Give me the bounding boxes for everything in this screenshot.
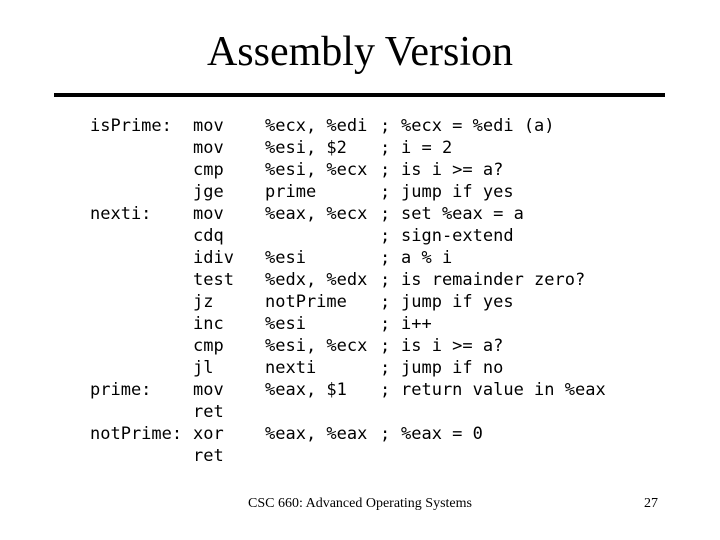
code-operands: %esi, $2 — [265, 138, 347, 158]
code-operands: %edx, %edx — [265, 270, 368, 290]
comment-separator: ; — [380, 314, 391, 334]
footer-course-title: CSC 660: Advanced Operating Systems — [248, 496, 472, 511]
comment-separator: ; — [380, 424, 391, 444]
comment-separator: ; — [380, 204, 391, 224]
code-comment: is remainder zero? — [401, 270, 586, 290]
code-opcode: jl — [193, 358, 214, 378]
comment-separator: ; — [380, 336, 391, 356]
comment-separator: ; — [380, 182, 391, 202]
code-opcode: idiv — [193, 248, 234, 268]
code-opcode: mov — [193, 138, 224, 158]
code-opcode: mov — [193, 204, 224, 224]
slide-title: Assembly Version — [206, 29, 514, 75]
code-operands: notPrime — [265, 292, 347, 312]
code-opcode: test — [193, 270, 234, 290]
code-operands: %esi, %ecx — [265, 336, 368, 356]
code-comment: %eax = 0 — [401, 424, 483, 444]
code-comment: %ecx = %edi (a) — [401, 116, 555, 136]
code-label: prime: — [90, 380, 152, 400]
code-operands: nexti — [265, 358, 317, 378]
code-comment: jump if no — [401, 358, 504, 378]
code-comment: is i >= a? — [401, 336, 504, 356]
code-comment: jump if yes — [401, 292, 514, 312]
page-number: 27 — [644, 496, 658, 511]
code-operands: %eax, %ecx — [265, 204, 368, 224]
code-comment: i = 2 — [401, 138, 453, 158]
code-operands: %esi — [265, 314, 306, 334]
comment-separator: ; — [380, 248, 391, 268]
code-comment: jump if yes — [401, 182, 514, 202]
comment-separator: ; — [380, 226, 391, 246]
code-opcode: jz — [193, 292, 214, 312]
comment-separator: ; — [380, 358, 391, 378]
code-opcode: ret — [193, 446, 224, 466]
code-label: notPrime: — [90, 424, 183, 444]
title-divider — [54, 93, 665, 97]
code-operands: %ecx, %edi — [265, 116, 368, 136]
code-operands: %eax, $1 — [265, 380, 347, 400]
code-operands: %esi — [265, 248, 306, 268]
code-operands: %eax, %eax — [265, 424, 368, 444]
code-opcode: xor — [193, 424, 224, 444]
code-comment: return value in %eax — [401, 380, 606, 400]
code-opcode: inc — [193, 314, 224, 334]
code-comment: set %eax = a — [401, 204, 524, 224]
code-opcode: ret — [193, 402, 224, 422]
code-operands: %esi, %ecx — [265, 160, 368, 180]
code-label: nexti: — [90, 204, 152, 224]
code-comment: sign-extend — [401, 226, 514, 246]
code-opcode: mov — [193, 380, 224, 400]
comment-separator: ; — [380, 116, 391, 136]
code-comment: i++ — [401, 314, 432, 334]
comment-separator: ; — [380, 380, 391, 400]
code-comment: a % i — [401, 248, 453, 268]
code-opcode: mov — [193, 116, 224, 136]
comment-separator: ; — [380, 292, 391, 312]
code-opcode: cdq — [193, 226, 224, 246]
code-label: isPrime: — [90, 116, 172, 136]
comment-separator: ; — [380, 270, 391, 290]
code-opcode: jge — [193, 182, 224, 202]
code-opcode: cmp — [193, 336, 224, 356]
code-opcode: cmp — [193, 160, 224, 180]
comment-separator: ; — [380, 160, 391, 180]
code-operands: prime — [265, 182, 317, 202]
code-comment: is i >= a? — [401, 160, 504, 180]
comment-separator: ; — [380, 138, 391, 158]
